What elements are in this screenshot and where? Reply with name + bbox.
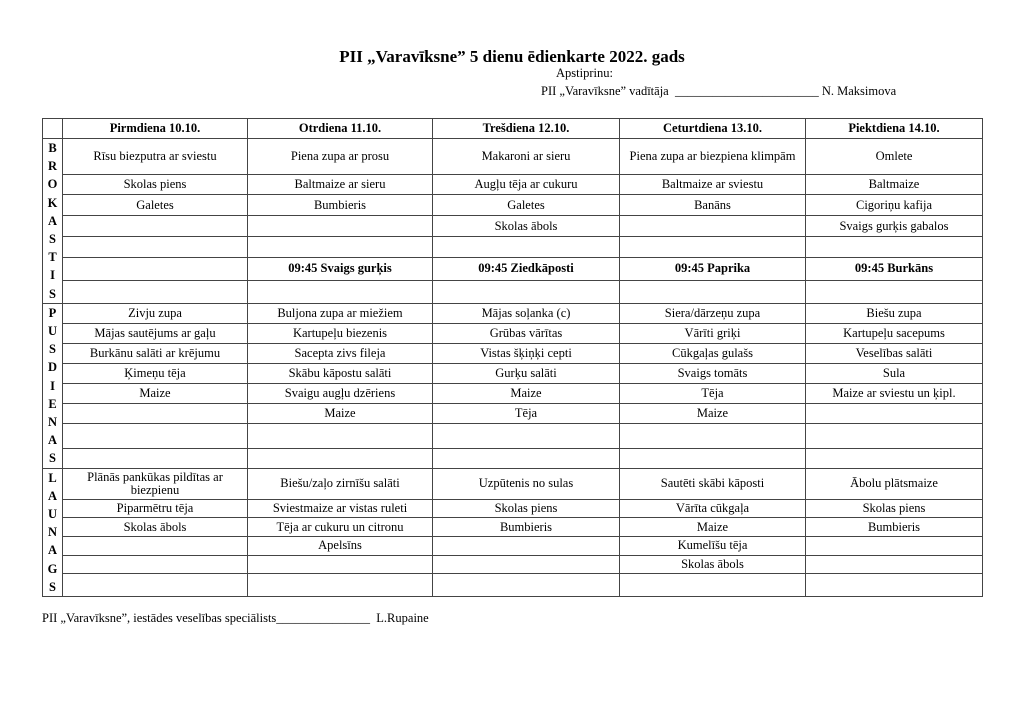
lunch-row (43, 448, 983, 468)
menu-cell (63, 403, 248, 423)
corner-cell (43, 119, 63, 139)
menu-cell: Uzpūtenis no sulas (433, 468, 620, 499)
breakfast-row (43, 174, 983, 195)
menu-cell: Svaigu augļu dzēriens (248, 383, 433, 403)
menu-cell: Svaigs gurķis gabalos (806, 216, 983, 237)
breakfast-row (43, 139, 983, 175)
menu-cell: Cūkgaļas gulašs (620, 343, 806, 363)
menu-cell: Skolas piens (433, 499, 620, 518)
menu-cell: Skolas ābols (433, 216, 620, 237)
menu-cell: 09:45 Ziedkāposti (433, 257, 620, 280)
menu-cell: Mājas soļanka (c) (433, 303, 620, 323)
menu-cell: Svaigs tomāts (620, 363, 806, 383)
menu-cell: Zivju zupa (63, 303, 248, 323)
menu-cell: Rīsu biezputra ar sviestu (63, 139, 248, 175)
menu-cell: Tēja (433, 403, 620, 423)
day-header: Piektdiena 14.10. (806, 119, 983, 139)
snack-row (43, 499, 983, 518)
section-letter: T (48, 250, 57, 265)
section-letter: U (47, 507, 58, 522)
menu-cell: Skolas piens (63, 174, 248, 195)
menu-cell: Sautēti skābi kāposti (620, 468, 806, 499)
breakfast-row (43, 280, 983, 303)
menu-cell: 09:45 Paprika (620, 257, 806, 280)
menu-cell (806, 555, 983, 574)
footer-signature: PII „Varavīksne”, iestādes veselības speciālists_______________ L.Rupaine (42, 611, 429, 625)
lunch-row (43, 343, 983, 363)
section-letter: U (47, 324, 58, 339)
section-label-brokastis (43, 139, 63, 304)
menu-cell (433, 448, 620, 468)
lunch-row (43, 363, 983, 383)
menu-cell (806, 236, 983, 257)
header-row (43, 119, 983, 139)
section-letter: B (48, 141, 57, 155)
menu-cell: Kumelīšu tēja (620, 537, 806, 556)
menu-cell (620, 424, 806, 449)
section-letter: L (48, 470, 57, 485)
menu-cell (63, 236, 248, 257)
section-letter: S (49, 232, 56, 247)
menu-cell: Sviestmaize ar vistas ruleti (248, 499, 433, 518)
menu-cell (63, 424, 248, 449)
day-header: Trešdiena 12.10. (433, 119, 620, 139)
menu-cell: Skolas ābols (620, 555, 806, 574)
approval-label: Apstiprinu: (556, 66, 613, 80)
menu-cell (63, 574, 248, 597)
menu-cell: Kartupeļu biezenis (248, 323, 433, 343)
section-label-pusdienas (43, 303, 63, 468)
menu-cell: Maize (63, 383, 248, 403)
menu-cell: Skolas piens (806, 499, 983, 518)
menu-cell (63, 257, 248, 280)
menu-cell (433, 574, 620, 597)
breakfast-row (43, 216, 983, 237)
section-letter: K (47, 195, 58, 210)
menu-cell (248, 574, 433, 597)
day-header: Pirmdiena 10.10. (63, 119, 248, 139)
menu-cell (620, 574, 806, 597)
approval-signature-line: PII „Varavīksne” vadītāja _______________________ N. Maksimova (541, 84, 897, 98)
menu-cell: 09:45 Burkāns (806, 257, 983, 280)
section-letter: A (47, 488, 58, 503)
menu-cell (248, 448, 433, 468)
menu-cell: Galetes (433, 195, 620, 216)
section-letter: E (48, 396, 57, 411)
menu-cell: Veselības salāti (806, 343, 983, 363)
menu-cell: Ķimeņu tēja (63, 363, 248, 383)
menu-cell: Burkānu salāti ar krējumu (63, 343, 248, 363)
snack-row (43, 518, 983, 537)
menu-cell: Baltmaize ar sviestu (620, 174, 806, 195)
section-letter: S (49, 286, 56, 301)
menu-cell: Sula (806, 363, 983, 383)
day-header: Ceturtdiena 13.10. (620, 119, 806, 139)
menu-cell: Gurķu salāti (433, 363, 620, 383)
menu-cell (433, 236, 620, 257)
menu-cell (806, 574, 983, 597)
section-letter: I (50, 378, 55, 393)
menu-cell: Omlete (806, 139, 983, 175)
section-letter: S (49, 451, 56, 466)
menu-cell: Augļu tēja ar cukuru (433, 174, 620, 195)
menu-cell: Piena zupa ar prosu (248, 139, 433, 175)
section-letter: S (49, 579, 56, 594)
snack-row (43, 468, 983, 499)
menu-cell (806, 280, 983, 303)
menu-cell: Buljona zupa ar miežiem (248, 303, 433, 323)
menu-cell: Vistas šķiņķi cepti (433, 343, 620, 363)
menu-cell: Grūbas vārītas (433, 323, 620, 343)
menu-cell: Makaroni ar sieru (433, 139, 620, 175)
menu-cell: Baltmaize (806, 174, 983, 195)
menu-cell (248, 216, 433, 237)
menu-cell: Sacepta zivs fileja (248, 343, 433, 363)
menu-cell: Siera/dārzeņu zupa (620, 303, 806, 323)
section-letter: P (48, 305, 57, 320)
menu-cell (806, 537, 983, 556)
menu-cell (63, 216, 248, 237)
menu-cell: Vārīti griķi (620, 323, 806, 343)
page-title: PII „Varavīksne” 5 dienu ēdienkarte 2022. gads (339, 47, 685, 66)
section-letter: A (47, 543, 58, 558)
menu-cell: Bumbieris (806, 518, 983, 537)
menu-cell (248, 555, 433, 574)
section-letter: R (47, 159, 58, 174)
breakfast-row (43, 195, 983, 216)
menu-cell: Maize (248, 403, 433, 423)
menu-cell: Skābu kāpostu salāti (248, 363, 433, 383)
menu-cell: Banāns (620, 195, 806, 216)
menu-cell (620, 236, 806, 257)
menu-cell: Piparmētru tēja (63, 499, 248, 518)
menu-cell (433, 537, 620, 556)
menu-cell (248, 424, 433, 449)
menu-cell (248, 236, 433, 257)
menu-cell: Bumbieris (433, 518, 620, 537)
menu-cell: Plānās pankūkas pildītas ar biezpienu (63, 468, 248, 499)
menu-cell (63, 537, 248, 556)
snack-row (43, 574, 983, 597)
menu-cell: Bumbieris (248, 195, 433, 216)
menu-cell: Tēja ar cukuru un citronu (248, 518, 433, 537)
menu-cell (806, 424, 983, 449)
menu-cell: Baltmaize ar sieru (248, 174, 433, 195)
menu-cell: Vārīta cūkgaļa (620, 499, 806, 518)
section-letter: S (49, 342, 56, 357)
menu-cell: Maize (433, 383, 620, 403)
menu-cell: Maize (620, 518, 806, 537)
breakfast-row (43, 257, 983, 280)
menu-cell (433, 555, 620, 574)
lunch-row (43, 303, 983, 323)
menu-cell: Galetes (63, 195, 248, 216)
section-letter: N (47, 525, 58, 540)
menu-cell: Skolas ābols (63, 518, 248, 537)
lunch-row (43, 323, 983, 343)
day-header: Otrdiena 11.10. (248, 119, 433, 139)
menu-cell: Tēja (620, 383, 806, 403)
snack-row (43, 537, 983, 556)
menu-cell: Ābolu plātsmaize (806, 468, 983, 499)
menu-cell (248, 280, 433, 303)
lunch-row (43, 403, 983, 423)
menu-cell: Biešu zupa (806, 303, 983, 323)
section-letter: A (47, 433, 58, 448)
menu-cell (63, 448, 248, 468)
section-label-launags (43, 468, 63, 596)
menu-cell: Kartupeļu sacepums (806, 323, 983, 343)
menu-cell: 09:45 Svaigs gurķis (248, 257, 433, 280)
menu-cell: Piena zupa ar biezpiena klimpām (620, 139, 806, 175)
snack-row (43, 555, 983, 574)
section-letter: G (47, 561, 58, 576)
menu-cell (63, 280, 248, 303)
menu-cell (806, 448, 983, 468)
section-letter: O (47, 177, 58, 192)
menu-cell (433, 424, 620, 449)
section-letter: A (47, 213, 58, 228)
menu-cell (620, 448, 806, 468)
section-letter: D (47, 360, 58, 375)
menu-cell (806, 403, 983, 423)
section-letter: N (47, 415, 58, 430)
menu-cell: Mājas sautējums ar gaļu (63, 323, 248, 343)
menu-cell (620, 216, 806, 237)
menu-cell: Maize ar sviestu un ķipl. (806, 383, 983, 403)
menu-cell: Cigoriņu kafija (806, 195, 983, 216)
lunch-row (43, 383, 983, 403)
menu-cell: Biešu/zaļo zirnīšu salāti (248, 468, 433, 499)
menu-cell: Apelsīns (248, 537, 433, 556)
menu-cell (63, 555, 248, 574)
menu-table (42, 118, 983, 597)
menu-cell: Maize (620, 403, 806, 423)
section-letter: I (50, 268, 55, 283)
menu-cell (620, 280, 806, 303)
lunch-row (43, 424, 983, 449)
breakfast-row (43, 236, 983, 257)
menu-cell (433, 280, 620, 303)
